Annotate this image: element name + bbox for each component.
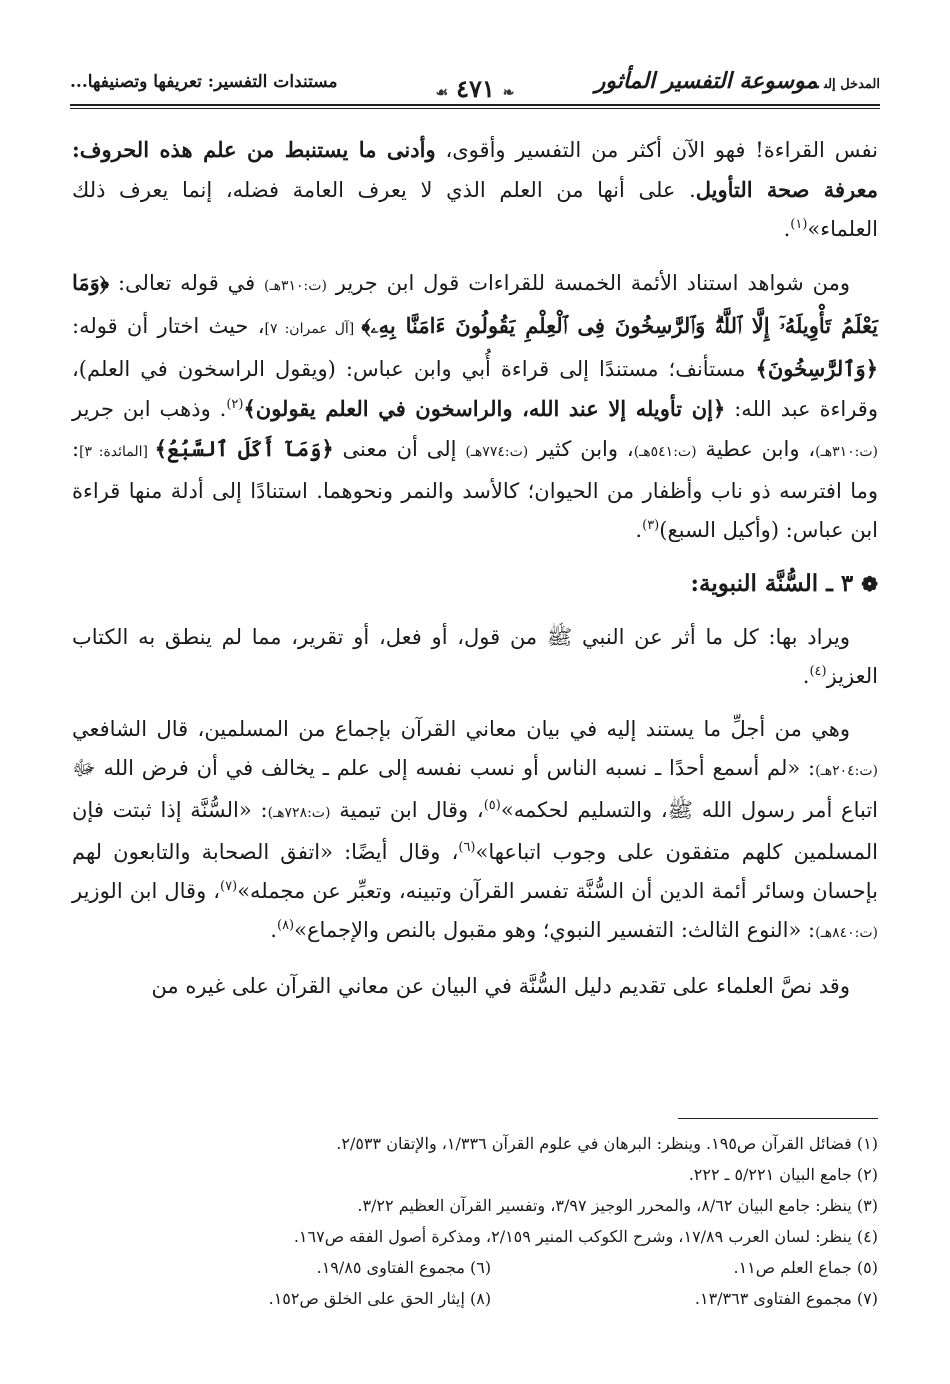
text: في قوله تعالى:: [109, 271, 265, 295]
footnotes: [72, 1128, 878, 1314]
text: ، وابن عطية: [696, 437, 816, 461]
text: .: [783, 217, 791, 241]
death-date: (ت:٧٧٤هـ): [465, 444, 529, 460]
bold-text: وأدنى ما يستنبط من علم هذه الحروف: معرفة صحة التأويل: [72, 137, 879, 202]
footnote-2: (٢) جامع البيان ٥/٢٢١ ـ ٢٢٢.: [688, 1165, 878, 1184]
text: . وذهب ابن جرير: [72, 397, 227, 421]
main-text: [72, 130, 878, 1020]
quran-verse: ﴿وَمَا يَعْلَمُ تَأْوِيلَهُۥٓ إِلَّا ٱللَّهُۗ وَٱلرَّٰسِخُونَ فِى ٱلْعِلْمِ يَقُولُونَ ءَامَنَّا بِهِۦ﴾: [72, 270, 878, 338]
text: مستأنف؛ مستندًا إلى قراءة أُبي وابن عباس: (ويقول الراسخون في العلم)، وقراءة عبد الله:: [72, 357, 878, 421]
footnote-8: (٨) إيثار الحق على الخلق ص١٥٢.: [268, 1289, 492, 1308]
footnote-7: (٧) مجموع الفتاوى ١٣/٣٦٣.: [694, 1289, 878, 1308]
text: ، حيث اختار أن قوله:: [72, 314, 265, 338]
text: ويراد بها: كل ما أثر عن النبي ﷺ من قول، أو فعل، أو تقرير، مما لم ينطق به الكتاب العزيز: [72, 625, 878, 688]
text: ، وقال أيضًا: «اتفق الصحابة والتابعون لهم بإحسان وسائر أئمة الدين أن السُّنَّة تفسر القرآن وتبينه، وتعبِّر عن مجمله»: [72, 840, 878, 903]
book-title-prefix: المدخل إلى: [824, 77, 880, 92]
text: .: [635, 518, 643, 542]
paragraph-3: [72, 618, 878, 696]
verse-ref: [آل عمران: ٧]: [264, 321, 362, 337]
footnote-rule: [678, 1118, 878, 1119]
page-header: [70, 60, 880, 110]
header-rule-thin: [70, 108, 880, 109]
footnote-1: (١) فضائل القرآن ص١٩٥. وينظر: البرهان في علوم القرآن ١/٣٣٦، والإتقان ٢/٥٣٣.: [336, 1134, 878, 1153]
paragraph-1: [72, 130, 878, 249]
chapter-title: مستندات التفسير: تعريفها وتصنيفها...: [70, 72, 338, 92]
text: نفس القراءة! فهو الآن أكثر من التفسير وأقوى،: [435, 138, 878, 162]
footnote-6: (٦) مجموع الفتاوى ١٩/٨٥.: [316, 1258, 492, 1277]
text: . على أنها من العلم الذي لا يعرف العامة فضله، إنما يعرف ذلك العلماء»: [72, 178, 878, 241]
paragraph-4: [72, 710, 878, 953]
text: .: [270, 918, 277, 942]
text: ، وقال ابن الوزير: [72, 879, 221, 903]
footnote-row: [72, 1252, 878, 1283]
text: : «النوع الثالث: التفسير النبوي؛ وهو مقبول بالنص والإجماع»: [294, 918, 816, 942]
text: ومن شواهد استناد الأئمة الخمسة للقراءات قول ابن جرير: [326, 271, 851, 295]
header-rule: [70, 104, 880, 106]
quran-reading: ﴿إن تأويله إلا عند الله، والراسخون في العلم يقولون﴾: [243, 396, 726, 421]
text: وقد نصَّ العلماء على تقديم دليل السُّنَّة في البيان عن معاني القرآن على غيره من: [151, 974, 850, 998]
death-date: (ت:٧٢٨هـ): [267, 805, 331, 821]
text: إلى أن معنى: [333, 437, 466, 461]
text: : وما افترسه ذو ناب وأظفار من الحيوان؛ كالأسد والنمر ونحوهما. استنادًا إلى أدلة منها قراءة ابن عباس: (وأكيل السبع): [72, 437, 878, 542]
footnote-ref-2[interactable]: (٢): [226, 397, 244, 412]
paragraph-5: [72, 967, 878, 1006]
footnote-ref-4[interactable]: (٤): [809, 664, 827, 679]
footnote-ref-8[interactable]: (٨): [276, 918, 295, 933]
text: .: [802, 664, 810, 688]
footnote-4: (٤) ينظر: لسان العرب ١٧/٨٩، وشرح الكوكب المنير ٢/١٥٩، ومذكرة أصول الفقه ص١٦٧.: [293, 1227, 878, 1246]
death-date: (ت:٥٤١هـ): [633, 444, 697, 460]
text: ، وقال ابن تيمية: [330, 798, 484, 822]
text: وهي من أجلِّ ما يستند إليه في بيان معاني القرآن بإجماع من المسلمين، قال الشافعي: [72, 717, 850, 741]
quran-verse: ﴿وَمَآ أَكَلَ ٱلسَّبُعُ﴾: [154, 436, 334, 461]
ornament-icon: ❧: [502, 85, 515, 101]
death-date: (ت:٣١٠هـ): [264, 278, 327, 294]
section-heading: [72, 564, 878, 604]
footnote-ref-7[interactable]: (٧): [220, 879, 238, 894]
quran-verse: ﴿وَٱلرَّٰسِخُونَ﴾: [755, 356, 878, 381]
footnote-5: (٥) جماع العلم ص١١.: [733, 1258, 878, 1277]
footnote-3: (٣) ينظر: جامع البيان ٨/٦٢، والمحرر الوجيز ٣/٩٧، وتفسير القرآن العظيم ٣/٢٢.: [357, 1196, 878, 1215]
footnote-ref-6[interactable]: (٦): [458, 840, 476, 855]
footnote-row: [72, 1283, 878, 1314]
verse-ref: [المائدة: ٣]: [79, 444, 155, 460]
death-date: (ت:٣١٠هـ): [815, 444, 878, 460]
text: : «السُّنَّة إذا ثبتت فإن المسلمين كلهم متفقون على وجوب اتباعها»: [72, 798, 878, 864]
book-title-main: موسوعة التفسير المأثور: [594, 68, 819, 94]
paragraph-2: [72, 263, 878, 550]
death-date: (ت:٨٤٠هـ): [815, 925, 878, 941]
footnote-ref-3[interactable]: (٣): [642, 518, 660, 533]
section-title: ٣ ـ السُّنَّة النبوية:: [690, 570, 854, 597]
flower-ornament-icon: ❁: [861, 572, 878, 596]
text: ، وابن كثير: [528, 437, 634, 461]
death-date: (ت:٢٠٤هـ): [815, 763, 878, 779]
ornament-icon: ☙: [435, 85, 449, 101]
footnote-ref-5[interactable]: (٥): [483, 798, 501, 813]
footnote-ref-1[interactable]: (١): [790, 217, 808, 232]
text: : «لم أسمع أحدًا ـ نسبه الناس أو نسب نفسه إلى علم ـ يخالف في أن فرض الله ﷻ اتباع أمر رسول الله ﷺ، والتسليم لحكمه»: [72, 756, 879, 822]
page-number-text: ٤٧١: [456, 74, 495, 103]
